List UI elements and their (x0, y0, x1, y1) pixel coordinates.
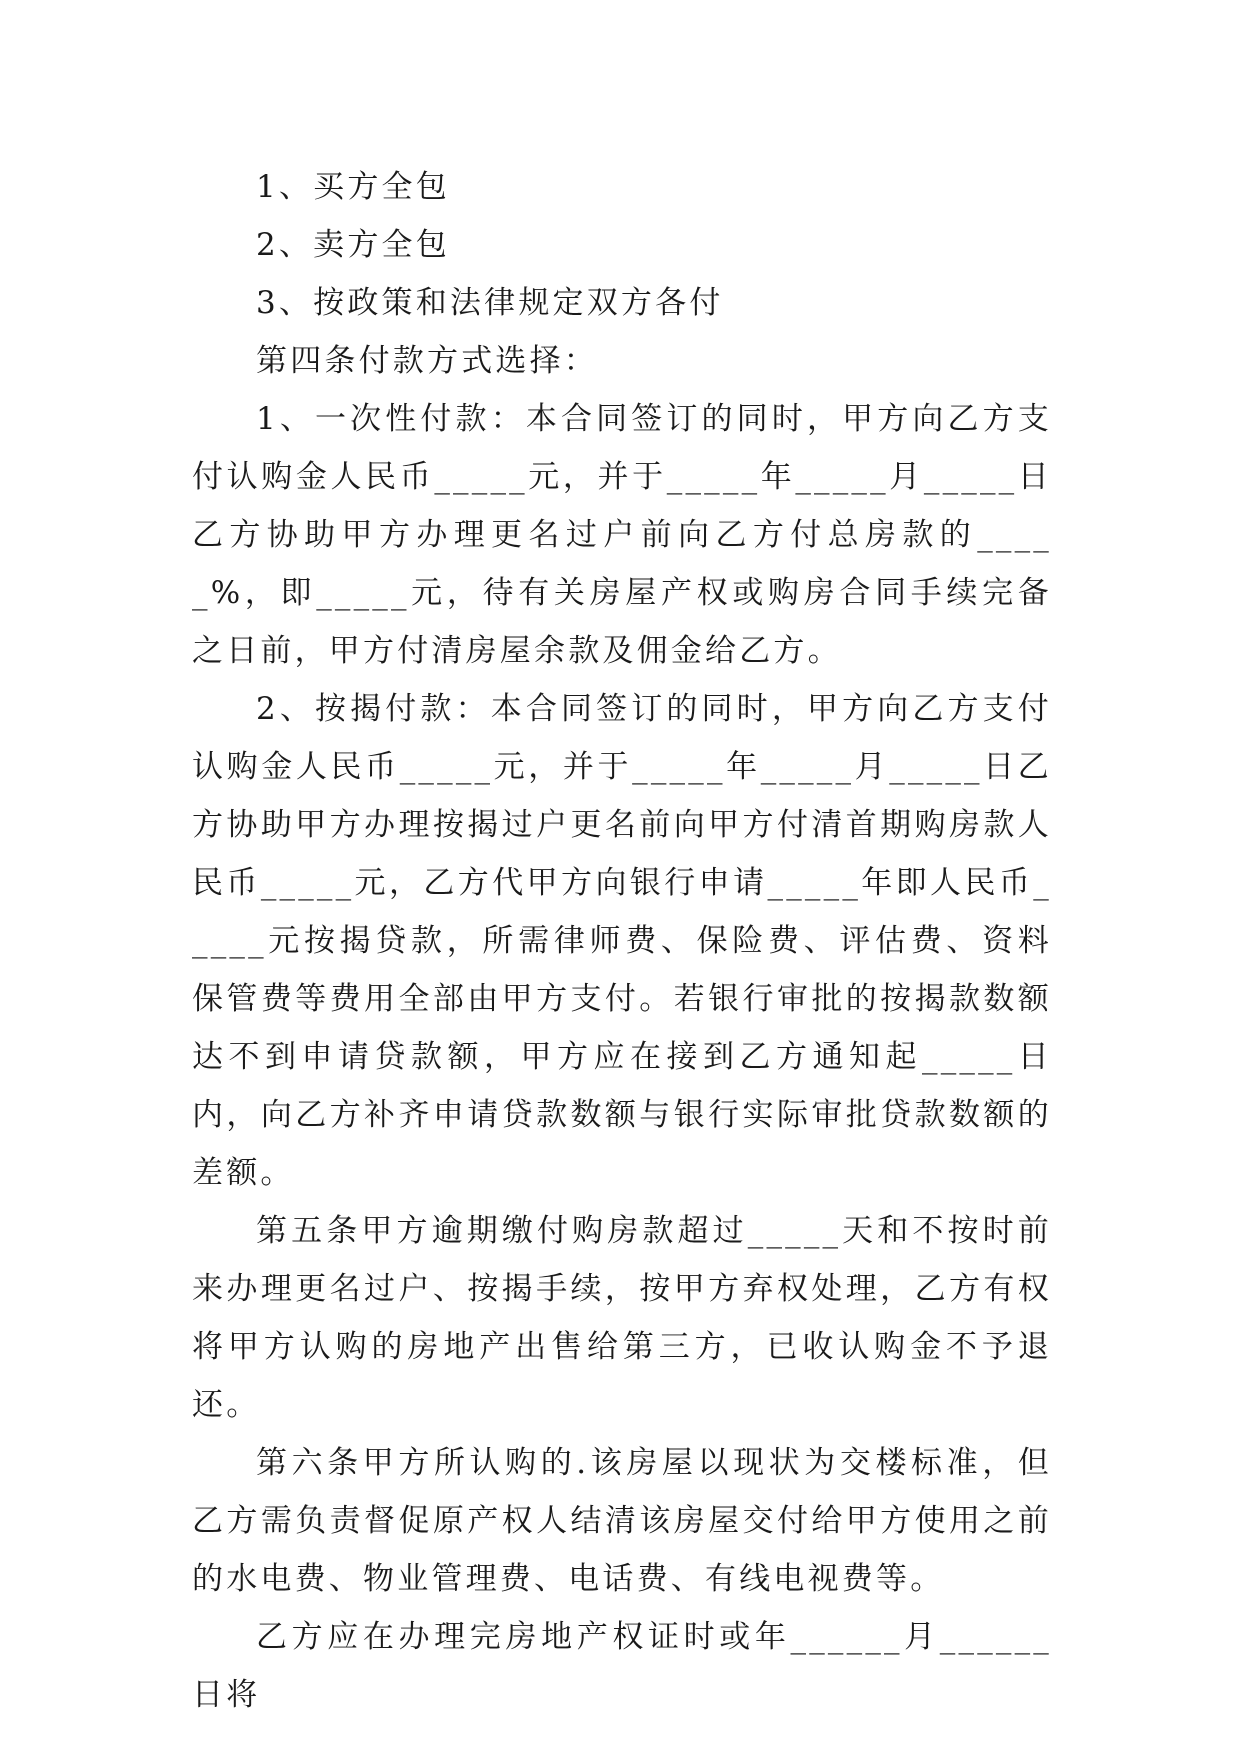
document-body (192, 158, 1052, 1724)
paragraph-buyer-pays: 1、买方全包 (256, 169, 450, 205)
heading-article-4: 第四条付款方式选择： (256, 343, 598, 379)
paragraph-mortgage-payment: 2、按揭付款：本合同签订的同时，甲方向乙方支付认购金人民币_____元，并于_____年_____月_____日乙方协助甲方办理按揭过户更名前向甲方付清首期购房款人民币_____元，乙方代甲方向银行申请_____年即人民币_____元按揭贷款，所需律师费、保险费、评估费、资料保管费等费用全部由甲方支付。若银行审批的按揭款数额达不到申请贷款额，甲方应在接到乙方通知起_____日内，向乙方补齐申请贷款数额与银行实际审批贷款数额的差额。 (192, 691, 1052, 1191)
paragraph-seller-pays: 2、卖方全包 (256, 227, 450, 263)
paragraph-each-pays: 3、按政策和法律规定双方各付 (256, 285, 724, 321)
paragraph-article-6: 第六条甲方所认购的.该房屋以现状为交楼标准，但乙方需负责督促原产权人结清该房屋交付给甲方使用之前的水电费、物业管理费、电话费、有线电视费等。 (192, 1445, 1052, 1597)
paragraph-article-5: 第五条甲方逾期缴付购房款超过_____天和不按时前来办理更名过户、按揭手续，按甲方弃权处理，乙方有权将甲方认购的房地产出售给第三方，已收认购金不予退还。 (192, 1213, 1052, 1423)
paragraph-lump-sum-payment: 1、一次性付款：本合同签订的同时，甲方向乙方支付认购金人民币_____元，并于_____年_____月_____日乙方协助甲方办理更名过户前向乙方付总房款的_____%，即_____元，待有关房屋产权或购房合同手续完备之日前，甲方付清房屋余款及佣金给乙方。 (192, 401, 1052, 669)
paragraph-party-b-obligation: 乙方应在办理完房地产权证时或年______月______日将 (192, 1619, 1052, 1713)
